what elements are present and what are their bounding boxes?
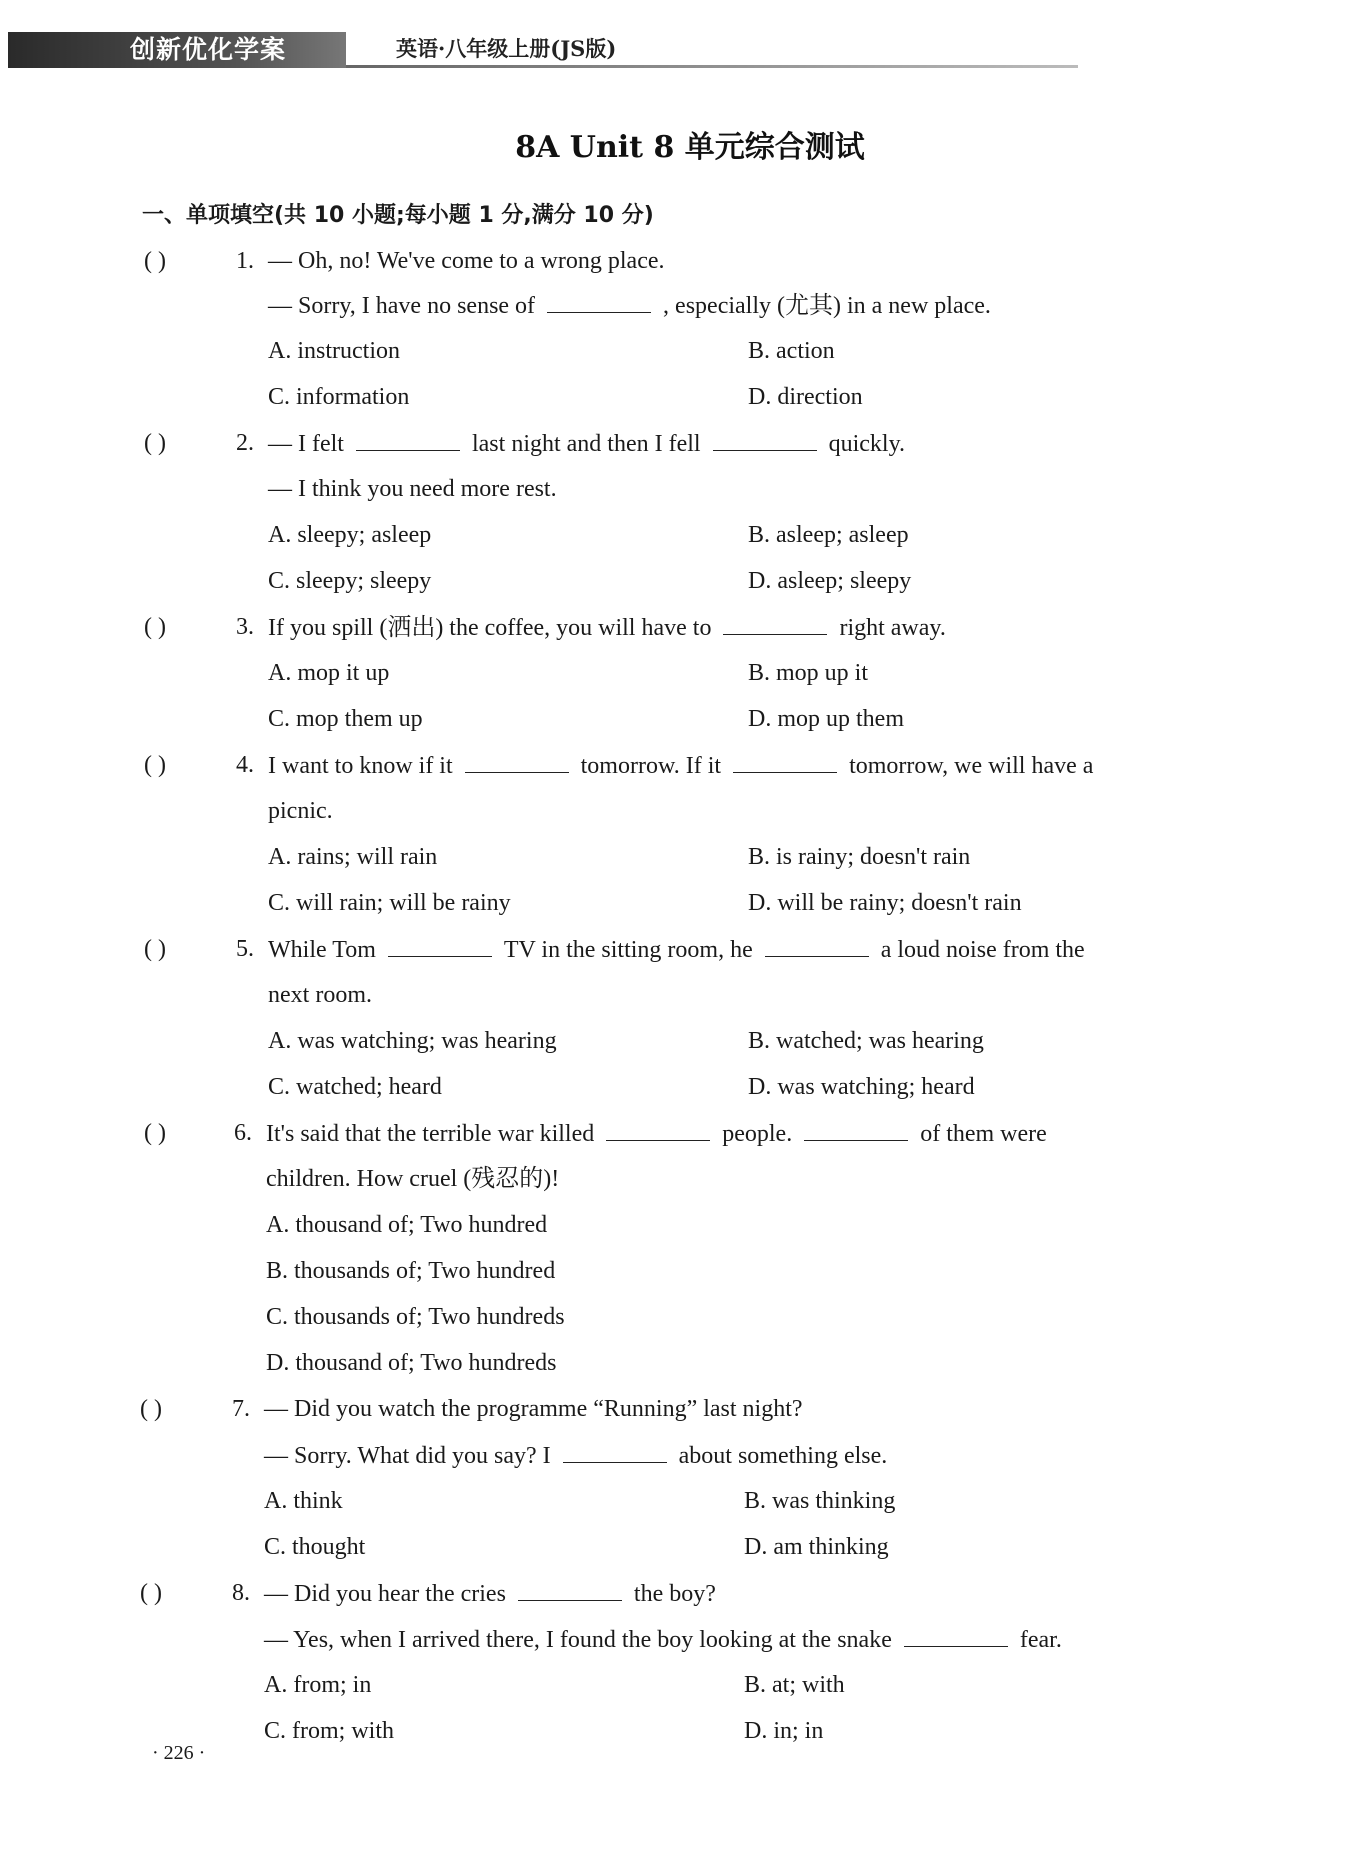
answer-paren[interactable]: ( ) — [144, 614, 166, 640]
stem-text: — Sorry. What did you say? I — [264, 1443, 551, 1469]
question-number: 8. — [232, 1580, 250, 1606]
answer-blank[interactable] — [713, 428, 817, 451]
option-b[interactable]: B. thousands of; Two hundred — [266, 1258, 556, 1284]
option-c[interactable]: C. from; with — [264, 1718, 394, 1744]
answer-blank[interactable] — [606, 1118, 710, 1141]
option-d[interactable]: D. thousand of; Two hundreds — [266, 1350, 557, 1376]
stem-text: , especially (尤其) in a new place. — [663, 293, 991, 319]
answer-blank[interactable] — [518, 1578, 622, 1601]
option-c[interactable]: C. mop them up — [268, 706, 423, 732]
question-number: 6. — [234, 1120, 252, 1146]
question-stem — [268, 934, 1085, 965]
answer-paren[interactable]: ( ) — [140, 1396, 162, 1422]
stem-text: right away. — [839, 615, 946, 641]
option-b[interactable]: B. asleep; asleep — [748, 522, 909, 548]
answer-blank[interactable] — [733, 750, 837, 773]
option-c[interactable]: C. watched; heard — [268, 1074, 442, 1100]
question-stem — [266, 1118, 1047, 1149]
answer-paren[interactable]: ( ) — [144, 430, 166, 456]
series-logo: 创新优化学案 — [8, 32, 346, 68]
question-number: 3. — [236, 614, 254, 640]
question-stem — [264, 1440, 887, 1471]
answer-paren[interactable]: ( ) — [140, 1580, 162, 1606]
answer-blank[interactable] — [547, 290, 651, 313]
option-c[interactable]: C. information — [268, 384, 410, 410]
option-d[interactable]: D. direction — [748, 384, 863, 410]
section-heading: 一、单项填空(共 10 小题;每小题 1 分,满分 10 分) — [142, 203, 654, 228]
stem-text: I want to know if it — [268, 753, 453, 779]
option-d[interactable]: D. mop up them — [748, 706, 904, 732]
book-subtitle: 英语·八年级上册(JS版) — [396, 36, 617, 61]
stem-text: While Tom — [268, 937, 376, 963]
page-header-banner — [8, 32, 1078, 72]
answer-blank[interactable] — [465, 750, 569, 773]
option-a[interactable]: A. think — [264, 1488, 343, 1514]
option-a[interactable]: A. sleepy; asleep — [268, 522, 432, 548]
page-title: 8A Unit 8 单元综合测试 — [515, 130, 865, 165]
question-stem — [268, 290, 991, 321]
question-stem: — Did you watch the programme “Running” last night? — [264, 1396, 803, 1422]
option-c[interactable]: C. will rain; will be rainy — [268, 890, 511, 916]
stem-text: the boy? — [633, 1581, 716, 1607]
stem-text: last night and then I fell — [471, 431, 701, 457]
option-b[interactable]: B. action — [748, 338, 835, 364]
answer-paren[interactable]: ( ) — [144, 752, 166, 778]
answer-paren[interactable]: ( ) — [144, 248, 166, 274]
option-a[interactable]: A. thousand of; Two hundred — [266, 1212, 548, 1238]
option-b[interactable]: B. was thinking — [744, 1488, 896, 1514]
question-stem: children. How cruel (残忍的)! — [266, 1166, 560, 1192]
stem-text: — Yes, when I arrived there, I found the boy looking at the snake — [264, 1627, 892, 1653]
option-a[interactable]: A. mop it up — [268, 660, 390, 686]
question-stem — [268, 612, 946, 643]
option-b[interactable]: B. at; with — [744, 1672, 845, 1698]
option-a[interactable]: A. from; in — [264, 1672, 372, 1698]
stem-text: If you spill (洒出) the coffee, you will have to — [268, 615, 712, 641]
stem-text: It's said that the terrible war killed — [266, 1121, 595, 1147]
stem-text: people. — [722, 1121, 793, 1147]
stem-text: a loud noise from the — [880, 937, 1085, 963]
question-number: 2. — [236, 430, 254, 456]
option-d[interactable]: D. asleep; sleepy — [748, 568, 912, 594]
stem-text: — I felt — [268, 431, 344, 457]
question-stem: — Oh, no! We've come to a wrong place. — [268, 248, 665, 274]
stem-text: about something else. — [678, 1443, 888, 1469]
stem-text: TV in the sitting room, he — [503, 937, 753, 963]
option-b[interactable]: B. watched; was hearing — [748, 1028, 984, 1054]
option-d[interactable]: D. will be rainy; doesn't rain — [748, 890, 1022, 916]
question-stem: — I think you need more rest. — [268, 476, 557, 502]
option-c[interactable]: C. thought — [264, 1534, 366, 1560]
answer-blank[interactable] — [904, 1624, 1008, 1647]
stem-text: tomorrow, we will have a — [849, 753, 1094, 779]
answer-blank[interactable] — [765, 934, 869, 957]
option-c[interactable]: C. thousands of; Two hundreds — [266, 1304, 565, 1330]
page-number: · 226 · — [152, 1742, 206, 1764]
question-stem — [264, 1578, 716, 1609]
option-b[interactable]: B. is rainy; doesn't rain — [748, 844, 971, 870]
answer-blank[interactable] — [563, 1440, 667, 1463]
question-number: 4. — [236, 752, 254, 778]
answer-blank[interactable] — [723, 612, 827, 635]
option-a[interactable]: A. was watching; was hearing — [268, 1028, 557, 1054]
option-d[interactable]: D. am thinking — [744, 1534, 889, 1560]
stem-text: tomorrow. If it — [580, 753, 722, 779]
answer-blank[interactable] — [804, 1118, 908, 1141]
question-stem — [268, 750, 1093, 781]
question-stem — [268, 428, 905, 459]
stem-text: — Sorry, I have no sense of — [268, 293, 536, 319]
stem-text: quickly. — [828, 431, 906, 457]
answer-blank[interactable] — [388, 934, 492, 957]
stem-text: of them were — [920, 1121, 1047, 1147]
option-d[interactable]: D. was watching; heard — [748, 1074, 975, 1100]
question-stem: next room. — [268, 982, 372, 1008]
stem-text: — Did you hear the cries — [264, 1581, 506, 1607]
answer-paren[interactable]: ( ) — [144, 1120, 166, 1146]
question-number: 1. — [236, 248, 254, 274]
option-a[interactable]: A. rains; will rain — [268, 844, 438, 870]
header-rule — [346, 65, 1078, 68]
question-number: 5. — [236, 936, 254, 962]
option-c[interactable]: C. sleepy; sleepy — [268, 568, 432, 594]
question-stem — [264, 1624, 1062, 1655]
option-b[interactable]: B. mop up it — [748, 660, 869, 686]
question-number: 7. — [232, 1396, 250, 1422]
answer-paren[interactable]: ( ) — [144, 936, 166, 962]
question-stem: picnic. — [268, 798, 333, 824]
option-a[interactable]: A. instruction — [268, 338, 400, 364]
answer-blank[interactable] — [356, 428, 460, 451]
option-d[interactable]: D. in; in — [744, 1718, 824, 1744]
stem-text: fear. — [1019, 1627, 1062, 1653]
